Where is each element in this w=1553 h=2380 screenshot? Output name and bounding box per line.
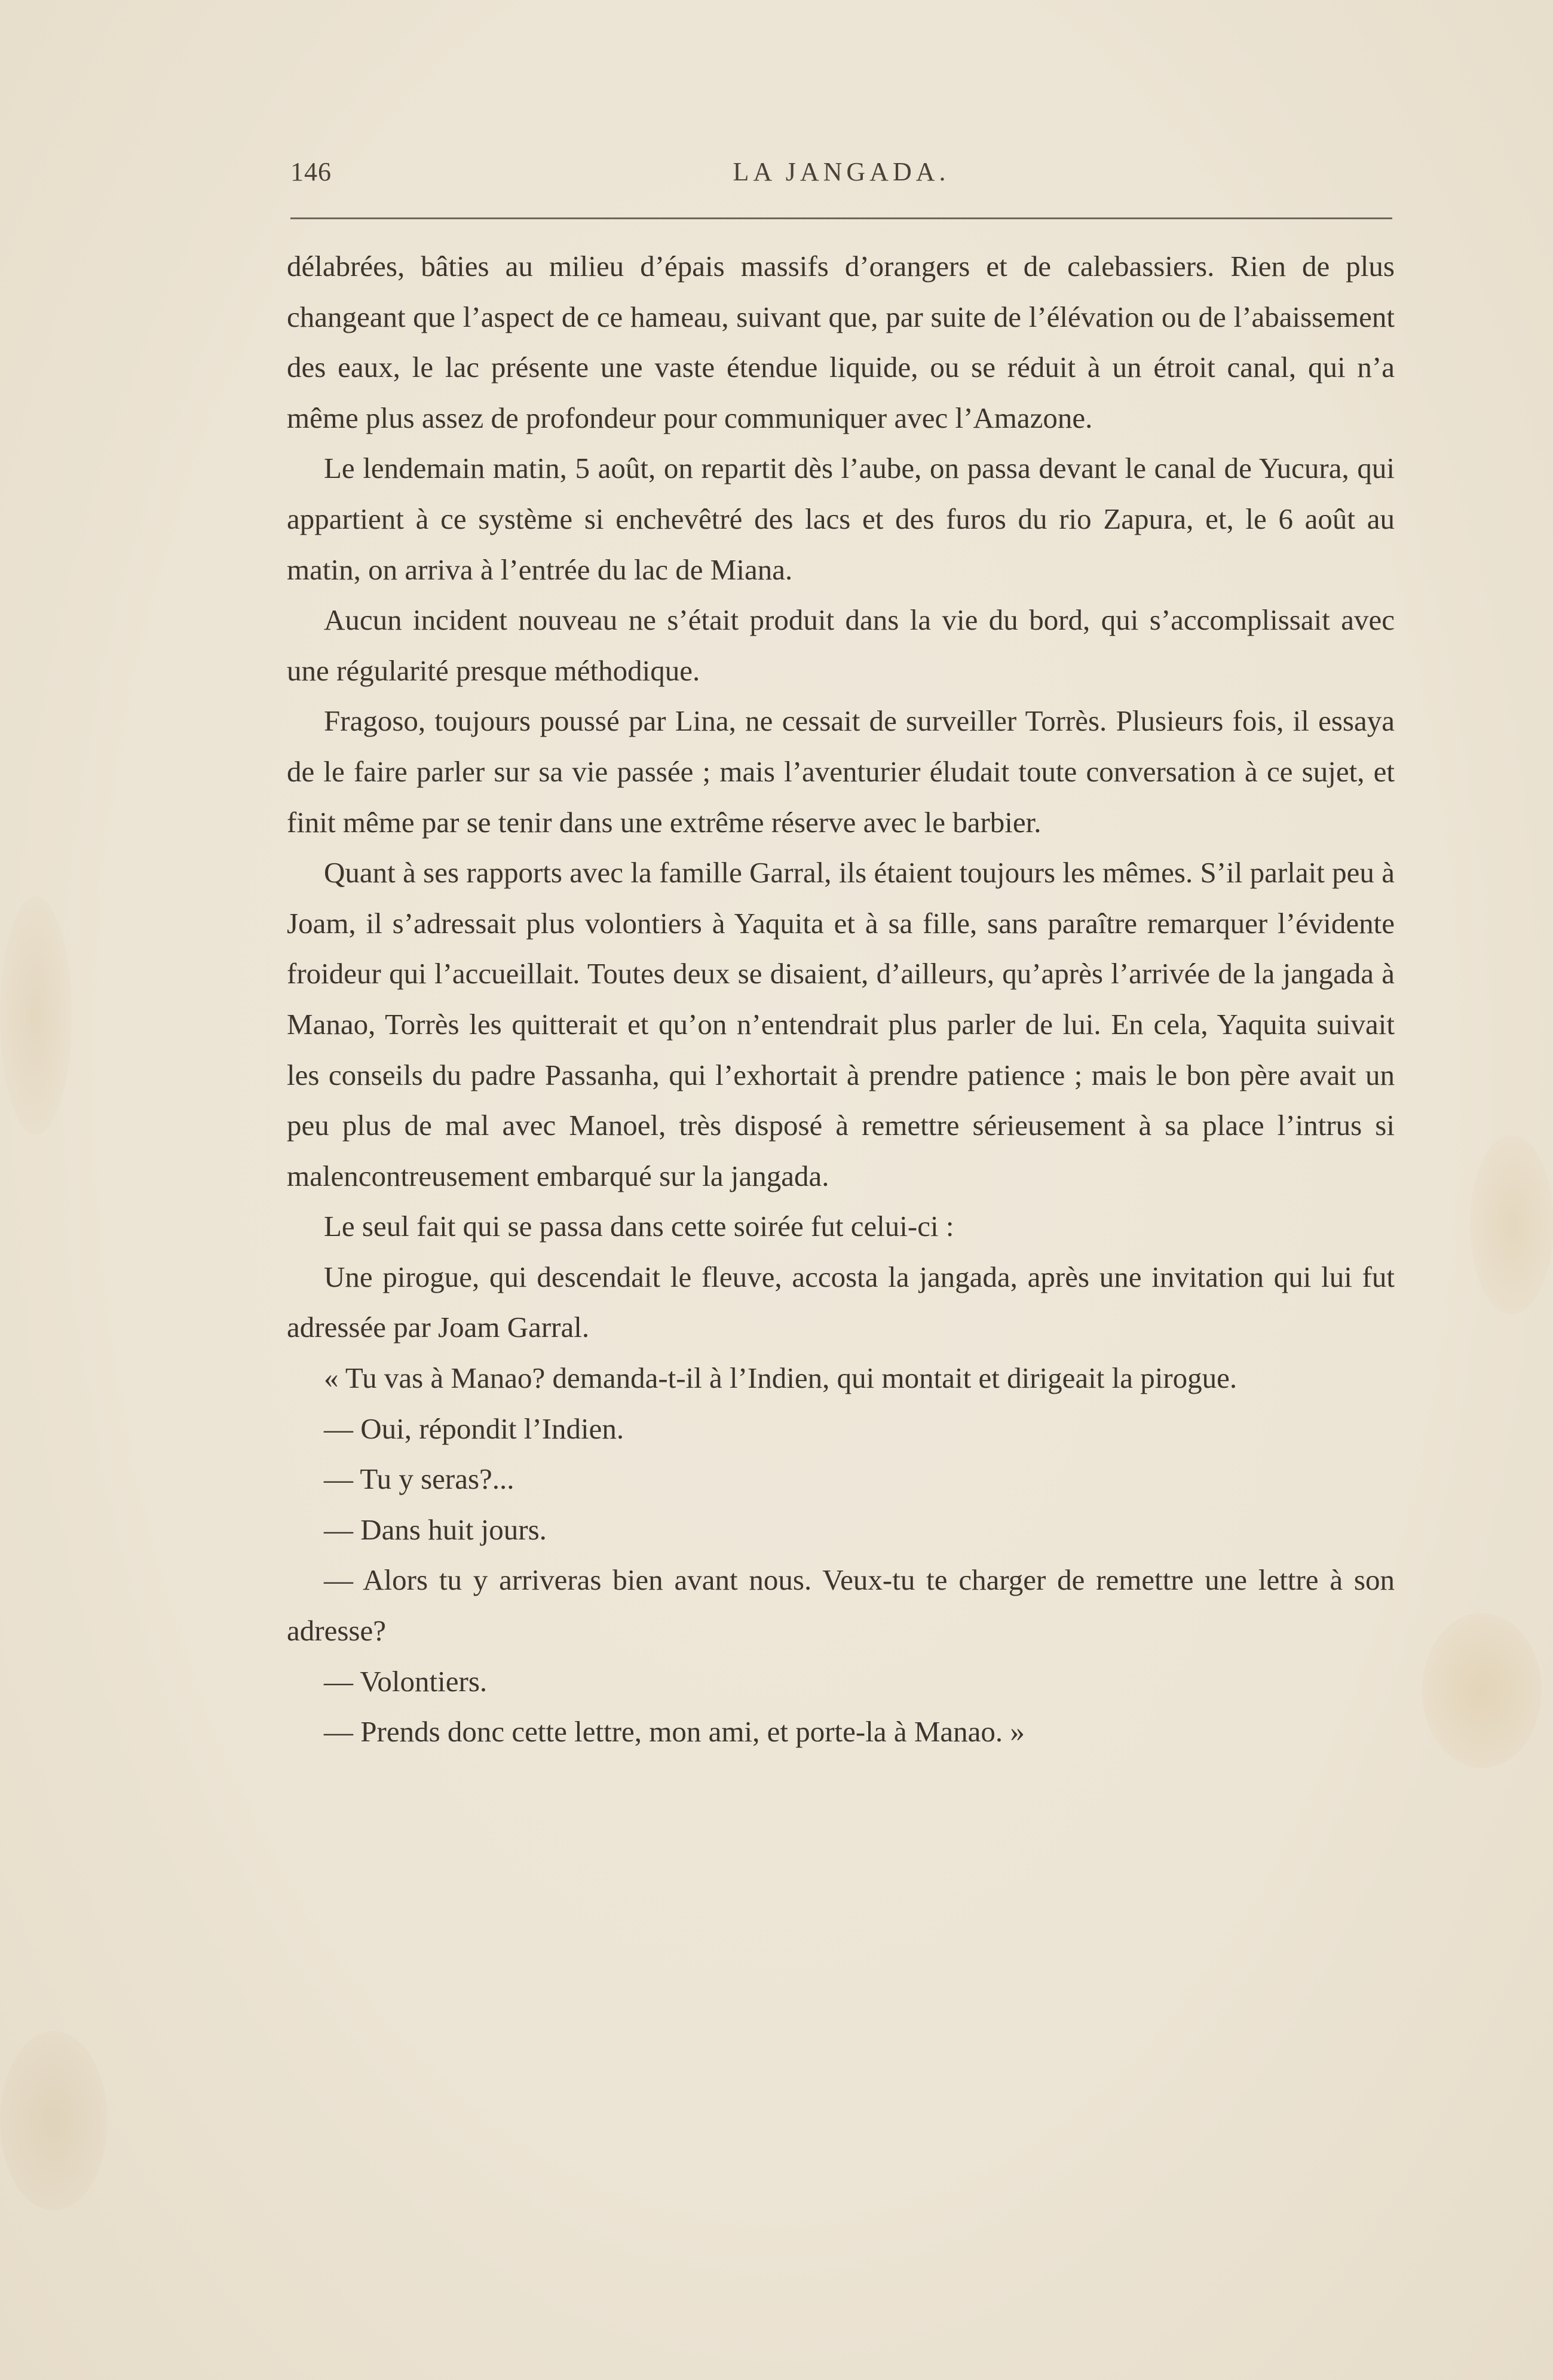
header-rule [290, 217, 1392, 219]
dialogue-line: — Prends donc cette lettre, mon ami, et porte-la à Manao. » [324, 1715, 1025, 1749]
paragraph: Fragoso, toujours poussé par Lina, ne cessait de surveiller Torrès. Plusieurs fois, il essaya de le faire parler sur sa vie passée ; mais l’aventurier éludait toute conversation à ce sujet, et finit même par se tenir dans une extrême réserve avec le barbier. [287, 704, 1395, 839]
paragraph: Quant à ses rapports avec la famille Garral, ils étaient toujours les mêmes. S’il parlait peu à Joam, il s’adressait plus volontiers à Yaquita et à sa fille, sans paraître remarquer l’évidente froideur qui l’accueillait. Toutes deux se disaient, d’ailleurs, qu’après l’arrivée de la jangada à Manao, Torrès les quitterait et qu’on n’entendrait plus parler de lui. En cela, Yaquita suivait les conseils du padre Passanha, qui l’exhortait à prendre patience ; mais le bon père avait un peu plus de mal avec Manoel, très disposé à remettre sérieusement à sa place l’intrus si malencontreusement embarqué sur la jangada. [287, 856, 1395, 1192]
dialogue-line: « Tu vas à Manao? demanda-t-il à l’Indien, qui montait et dirigeait la pirogue. [324, 1361, 1238, 1395]
body-text [287, 241, 1395, 1758]
page-number: 146 [290, 157, 332, 186]
dialogue-line: — Dans huit jours. [324, 1513, 547, 1546]
page-header [290, 157, 1392, 198]
dialogue-line: — Oui, répondit l’Indien. [324, 1412, 624, 1445]
paper-stain [0, 896, 72, 1135]
dialogue-line: — Alors tu y arriveras bien avant nous. Veux-tu te charger de remettre une lettre à son adresse? [287, 1563, 1395, 1648]
paragraph-continued: délabrées, bâties au milieu d’épais massifs d’orangers et de calebassiers. Rien de plus changeant que l’aspect de ce hameau, suivant que, par suite de l’élévation ou de l’abaissement des eaux, le lac présente une vaste étendue liquide, ou se réduit à un étroit canal, qui n’a même plus assez de profondeur pour communiquer avec l’Amazone. [287, 250, 1395, 434]
paper-stain [0, 2031, 108, 2210]
running-title: LA JANGADA. [733, 157, 950, 186]
paragraph: Le seul fait qui se passa dans cette soirée fut celui-ci : [324, 1210, 954, 1243]
dialogue-line: — Tu y seras?... [324, 1462, 514, 1496]
paper-stain [1422, 1613, 1542, 1768]
paragraph: Aucun incident nouveau ne s’était produit dans la vie du bord, qui s’accomplissait avec une régularité presque méthodique. [287, 603, 1395, 687]
paragraph: Le lendemain matin, 5 août, on repartit dès l’aube, on passa devant le canal de Yucura, qui appartient à ce système si enchevêtré des lacs et des furos du rio Zapura, et, le 6 août au matin, on arriva à l’entrée du lac de Miana. [287, 452, 1395, 586]
dialogue-line: — Volontiers. [324, 1664, 488, 1698]
paper-stain [1470, 1135, 1553, 1314]
paragraph: Une pirogue, qui descendait le fleuve, accosta la jangada, après une invitation qui lui fut adressée par Joam Garral. [287, 1260, 1395, 1344]
